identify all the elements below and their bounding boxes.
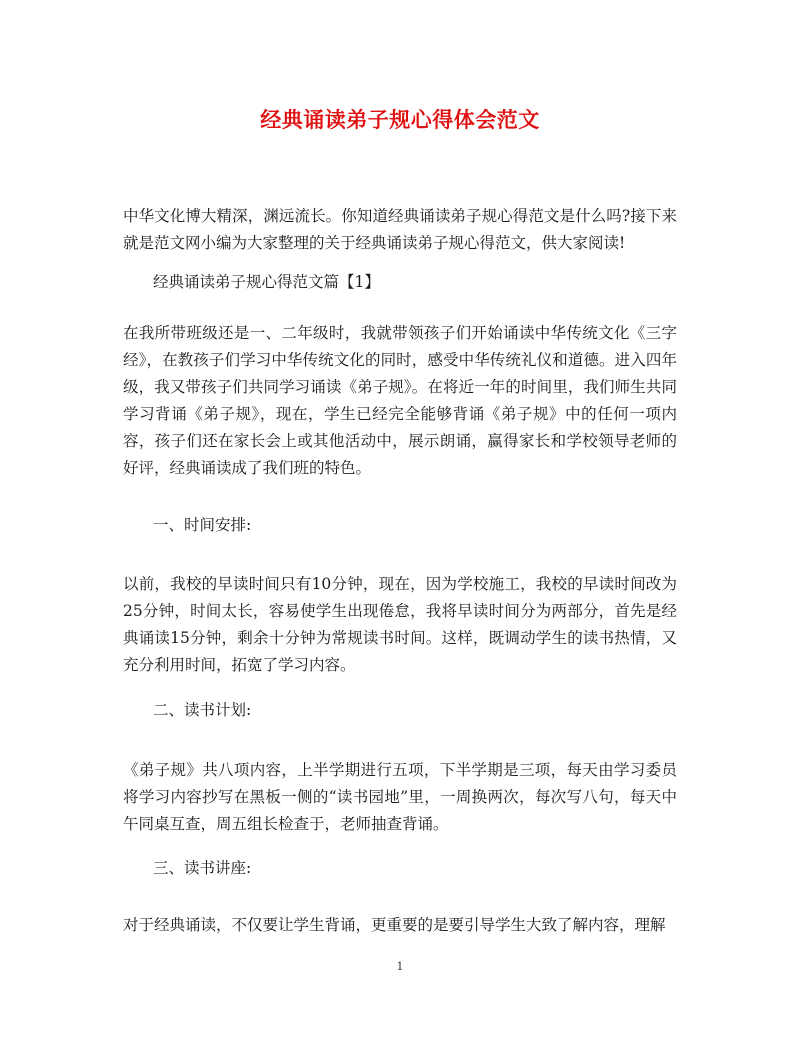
paragraph-4: 对于经典诵读，不仅要让学生背诵，更重要的是要引导学生大致了解内容，理解 (123, 916, 666, 934)
heading-time-arrangement: 一、时间安排: (153, 516, 252, 534)
paragraph-2: 以前，我校的早读时间只有10分钟，现在，因为学校施工，我校的早读时间改为25分钟，时间太长，容易使学生出现倦怠，我将早读时间分为两部分，首先是经典诵读15分钟，剩余十分钟为常规读书时间。这样，既调动学生的读书热情，又充分利用时间，拓宽了学习内容。 (123, 575, 677, 674)
intro-paragraph: 中华文化博大精深，渊远流长。你知道经典诵读弟子规心得范文是什么吗?接下来就是范文网小编为大家整理的关于经典诵读弟子规心得范文，供大家阅读! (123, 207, 677, 252)
page-number: 1 (396, 960, 404, 973)
document-title: 经典诵读弟子规心得体会范文 (260, 107, 540, 132)
section-heading: 经典诵读弟子规心得范文篇【1】 (153, 273, 380, 291)
heading-reading-lecture: 三、读书讲座: (153, 859, 252, 877)
paragraph-1: 在我所带班级还是一、二年级时，我就带领孩子们开始诵读中华传统文化《三字经》，在教孩子们学习中华传统文化的同时，感受中华传统礼仪和道德。进入四年级，我又带孩子们共同学习诵读《弟子规》。在将近一年的时间里，我们师生共同学习背诵《弟子规》，现在，学生已经完全能够背诵《弟子规》中的任何一项内容，孩子们还在家长会上或其他活动中，展示朗诵，赢得家长和学校领导老师的好评，经典诵读成了我们班的特色。 (123, 324, 677, 477)
paragraph-3: 《弟子规》共八项内容，上半学期进行五项，下半学期是三项，每天由学习委员将学习内容抄写在黑板一侧的“读书园地”里，一周换两次，每次写八句，每天中午同桌互查，周五组长检查于，老师抽查背诵。 (123, 761, 677, 833)
heading-reading-plan: 二、读书计划: (153, 701, 252, 719)
